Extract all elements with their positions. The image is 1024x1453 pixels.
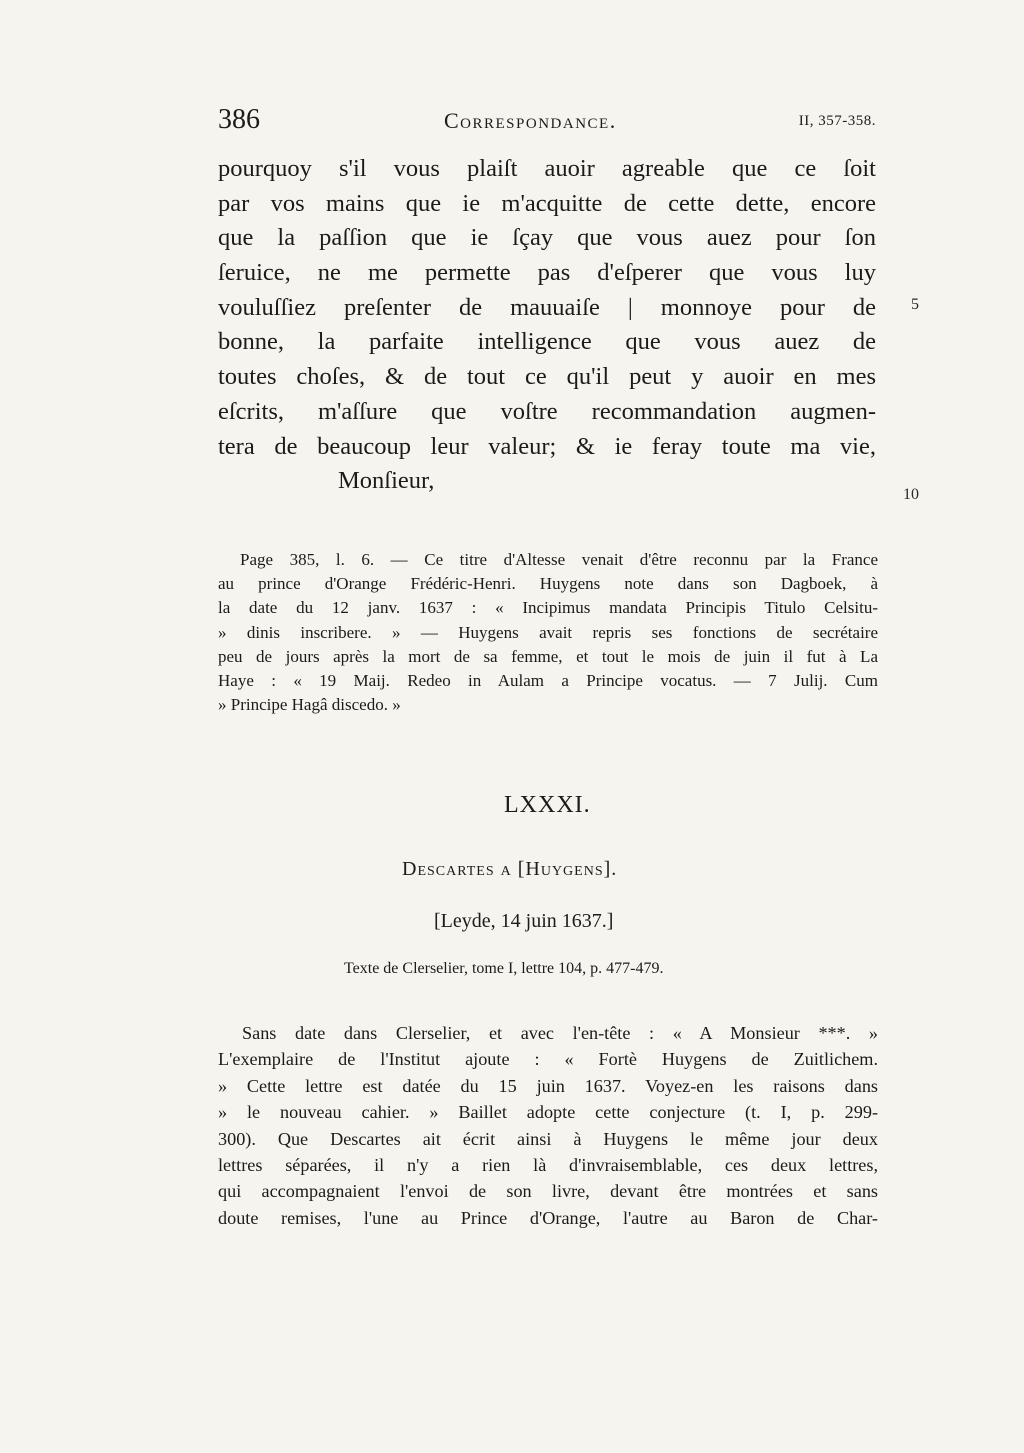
body-line: que la paſſion que ie ſçay que vous auez pour ſon [218,224,876,252]
intro-line: » le nouveau cahier. » Baillet adopte cette conjecture (t. I, p. 299- [218,1102,878,1123]
note-line: Haye : « 19 Maij. Redeo in Aulam a Principe vocatus. — 7 Julij. Cum [218,670,878,690]
letter-title: Descartes a [Huygens]. [402,858,618,880]
letter-number: LXXXI. [504,792,591,818]
text-source: Texte de Clerselier, tome I, lettre 104, p. 477-479. [344,960,664,977]
intro-line: » Cette lettre est datée du 15 juin 1637. Voyez-en les raisons dans [218,1075,878,1096]
intro-line: qui accompagnaient l'envoi de son livre, devant être montrées et sans [218,1181,878,1202]
body-line: tera de beaucoup leur valeur; & ie feray toute ma vie, [218,432,876,460]
body-line: toutes choſes, & de tout ce qu'il peut y auoir en mes [218,363,876,391]
letter-body-text [218,152,876,499]
body-line: eſcrits, m'aſſure que voſtre recommandation augmen- [218,397,876,425]
footnotes [218,548,878,717]
note-line: » dinis inscribere. » — Huygens avait repris ses fonctions de secrétaire [218,622,878,642]
volume-reference: II, 357-358. [798,113,876,129]
intro-line: lettres séparées, il n'y a rien là d'invraisemblable, ces deux lettres, [218,1154,878,1175]
body-line: pourquoy s'il vous plaiſt auoir agreable que ce ſoit [218,155,876,182]
editorial-intro [218,1020,878,1231]
note-line: peu de jours après la mort de sa femme, et tout le mois de juin il fut à La [218,646,878,666]
intro-line: L'exemplaire de l'Institut ajoute : « Fortè Huygens de Zuitlichem. [218,1049,878,1070]
line-number-10: 10 [903,486,919,503]
note-line: au prince d'Orange Frédéric-Henri. Huygens note dans son Dagboek, à [218,574,878,594]
salutation-line: Monſieur, [338,467,435,495]
body-line: par vos mains que ie m'acquitte de cette dette, encore [218,189,876,217]
note-line: » Principe Hagâ discedo. » [218,695,401,715]
running-title: Correspondance. [444,108,617,133]
intro-line: 300). Que Descartes ait écrit ainsi à Huygens le même jour deux [218,1128,878,1149]
body-line: bonne, la parfaite intelligence que vous auez de [218,328,876,356]
intro-line: doute remises, l'une au Prince d'Orange, l'autre au Baron de Char- [218,1207,878,1228]
letter-date: [Leyde, 14 juin 1637.] [434,910,614,932]
intro-line: Sans date dans Clerselier, et avec l'en-tête : « A Monsieur ***. » [242,1023,878,1043]
note-line: Page 385, l. 6. — Ce titre d'Altesse venait d'être reconnu par la France [240,550,878,569]
body-line: ſeruice, ne me permette pas d'eſperer que vous luy [218,259,876,287]
note-line: la date du 12 janv. 1637 : « Incipimus mandata Principis Titulo Celsitu- [218,598,878,618]
line-number-5: 5 [911,296,919,313]
body-line: vouluſſiez preſenter de mauuaiſe | monnoye pour de [218,293,876,321]
page-header [218,104,878,138]
page-number: 386 [218,104,260,135]
